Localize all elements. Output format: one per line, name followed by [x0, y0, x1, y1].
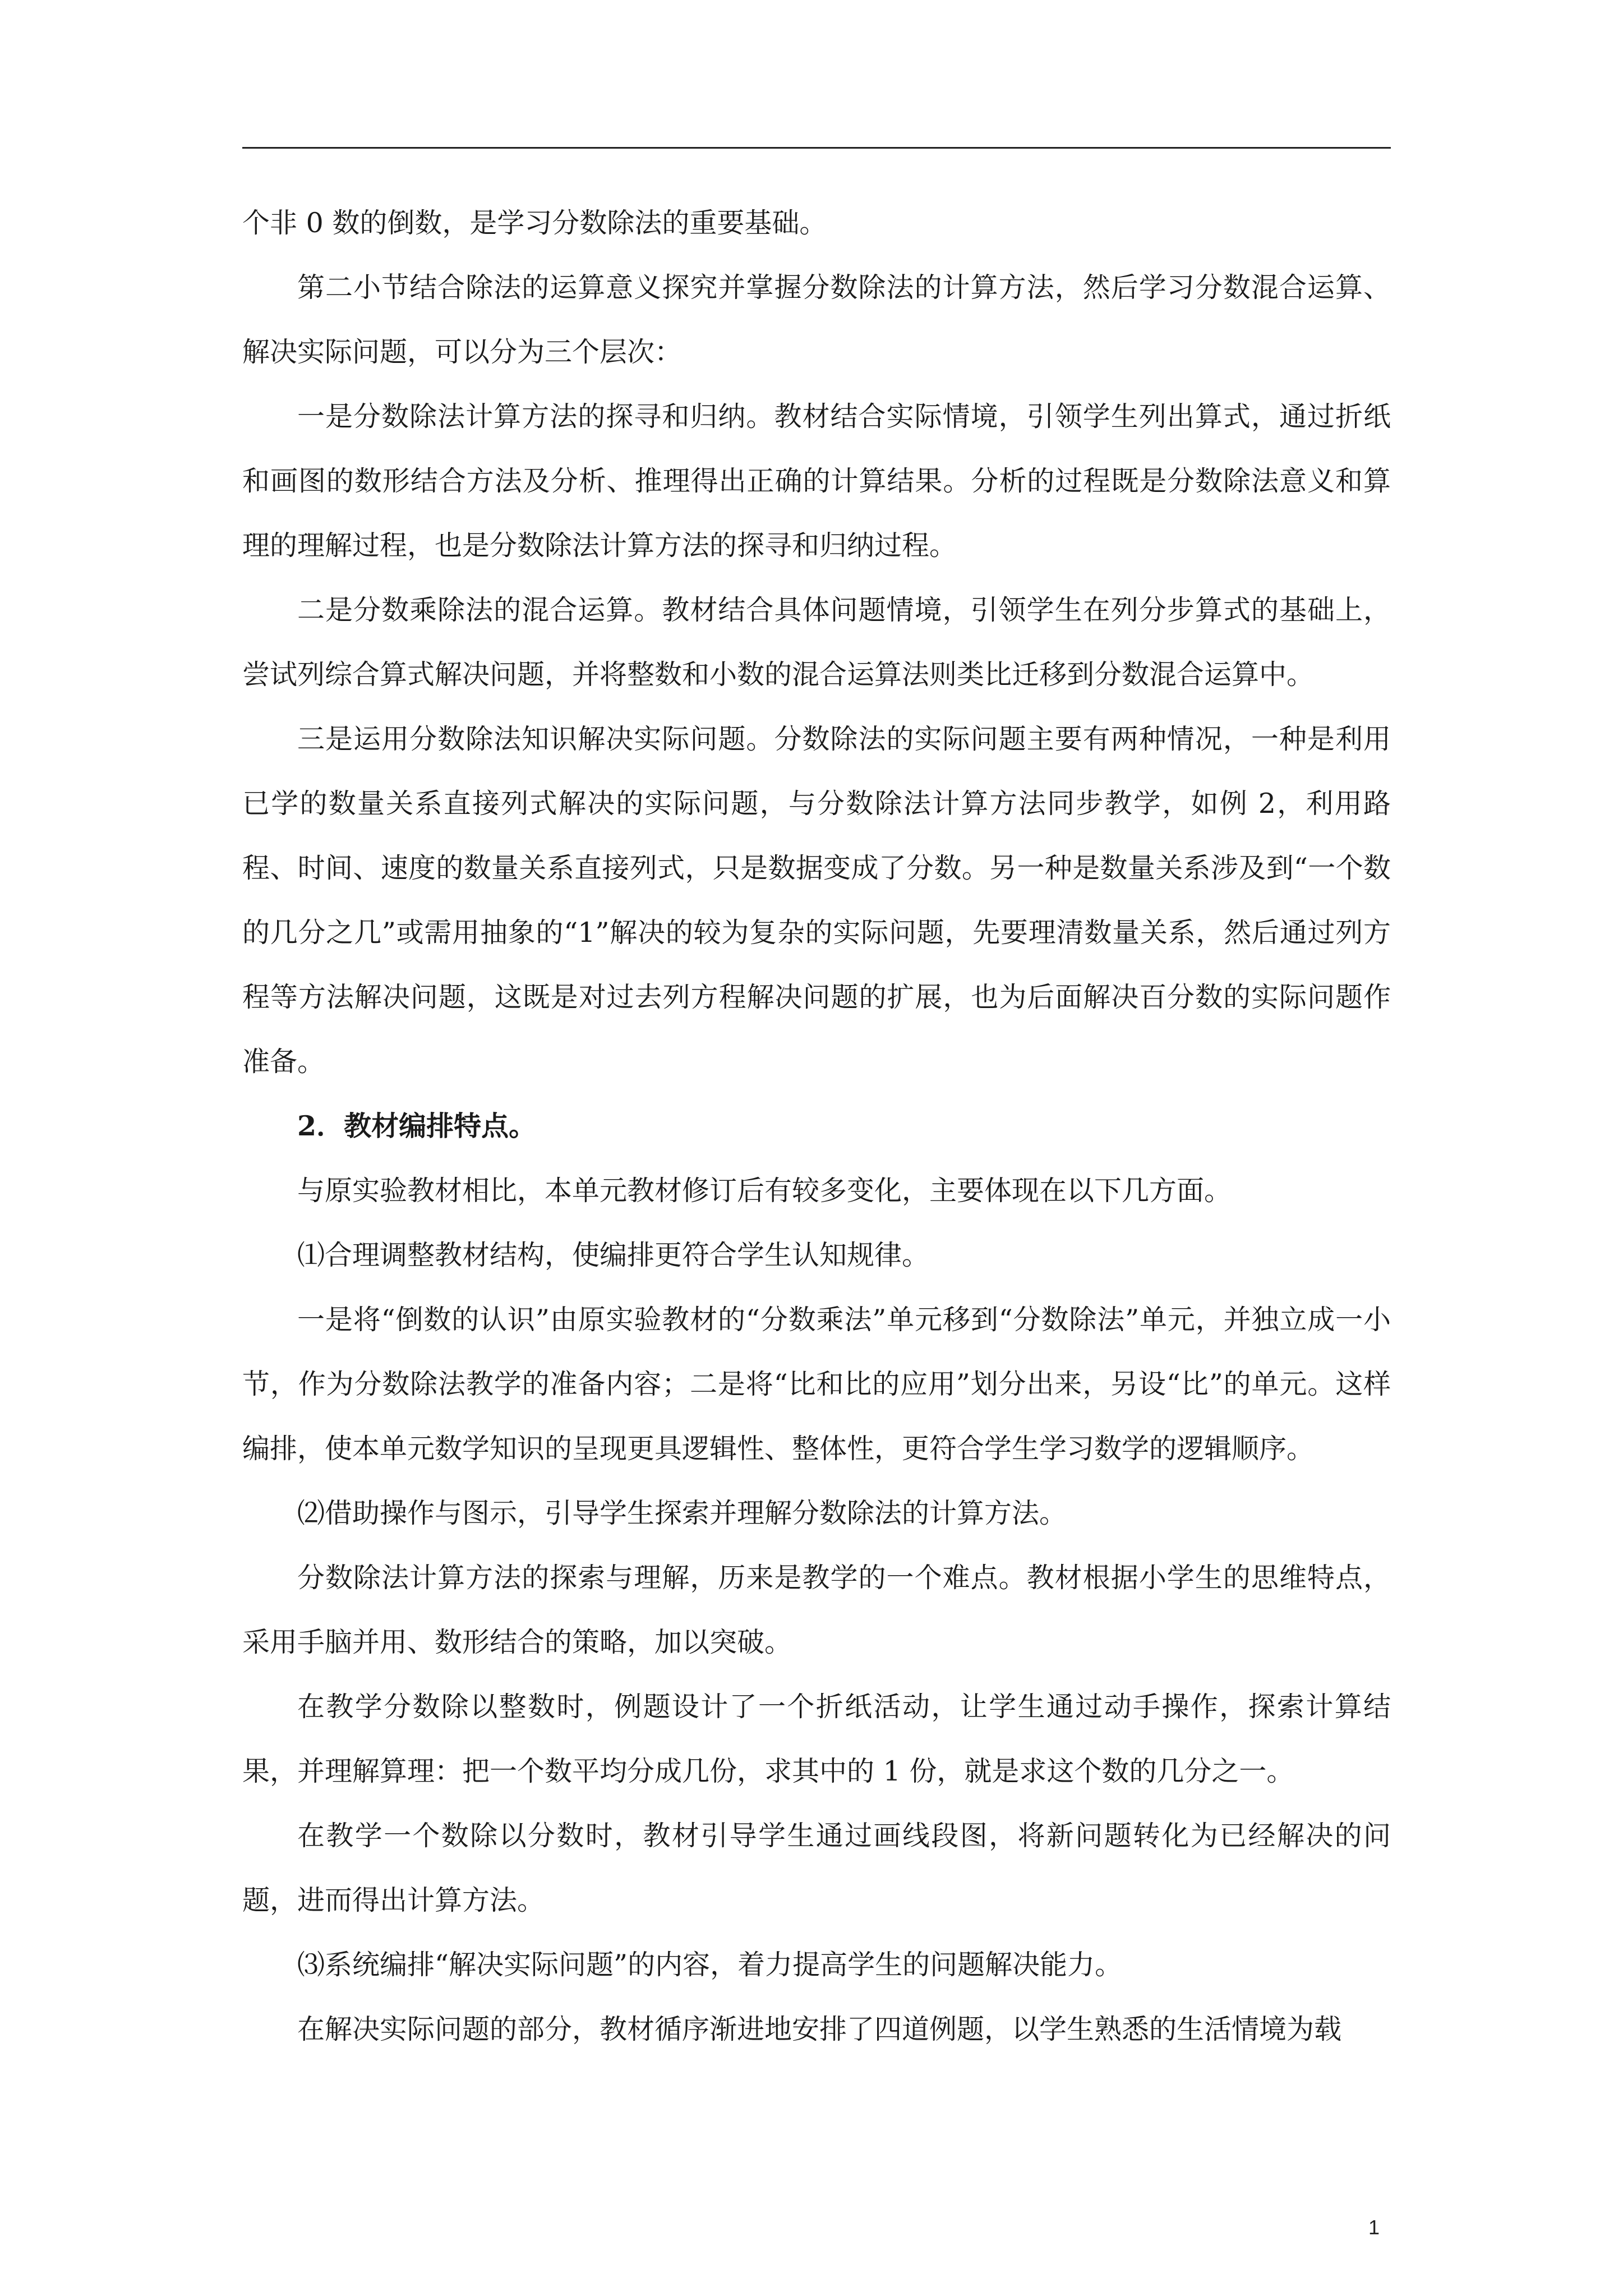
list-item-heading: ⑴合理调整教材结构，使编排更符合学生认知规律。 [297, 1239, 930, 1271]
header-rule [242, 147, 1391, 149]
paragraph: 三是运用分数除法知识解决实际问题。分数除法的实际问题主要有两种情况，一种是利用已学的数量关系直接列式解决的实际问题，与分数除法计算方法同步教学，如例 2，利用路程、时间、速度的数量关系直接列式，只是数据变成了分数。另一种是数量关系涉及到“一个数的几分之几”或需用抽象的“1”解决的较为复杂的实际问题，先要理清数量关系，然后通过列方程等方法解决问题，这既是对过去列方程解决问题的扩展，也为后面解决百分数的实际问题作准备。 [242, 723, 1391, 1078]
list-item-heading: ⑵借助操作与图示，引导学生探索并理解分数除法的计算方法。 [297, 1497, 1067, 1529]
page-number: 1 [1368, 2216, 1380, 2239]
paragraph: 一是将“倒数的认识”由原实验教材的“分数乘法”单元移到“分数除法”单元，并独立成一小节，作为分数除法教学的准备内容；二是将“比和比的应用”划分出来，另设“比”的单元。这样编排，使本单元数学知识的呈现更具逻辑性、整体性，更符合学生学习数学的逻辑顺序。 [242, 1304, 1391, 1465]
list-item-heading: ⑶系统编排“解决实际问题”的内容，着力提高学生的问题解决能力。 [297, 1949, 1123, 1981]
paragraph: 二是分数乘除法的混合运算。教材结合具体问题情境，引领学生在列分步算式的基础上，尝试列综合算式解决问题，并将整数和小数的混合运算法则类比迁移到分数混合运算中。 [242, 594, 1391, 691]
section-heading: 2．教材编排特点。 [297, 1110, 537, 1142]
paragraph: 分数除法计算方法的探索与理解，历来是教学的一个难点。教材根据小学生的思维特点，采用手脑并用、数形结合的策略，加以突破。 [242, 1562, 1391, 1658]
paragraph: 个非 0 数的倒数，是学习分数除法的重要基础。 [242, 207, 827, 239]
paragraph: 第二小节结合除法的运算意义探究并掌握分数除法的计算方法，然后学习分数混合运算、解决实际问题，可以分为三个层次： [242, 272, 1391, 368]
paragraph: 一是分数除法计算方法的探寻和归纳。教材结合实际情境，引领学生列出算式，通过折纸和画图的数形结合方法及分析、推理得出正确的计算结果。分析的过程既是分数除法意义和算理的理解过程，也是分数除法计算方法的探寻和归纳过程。 [242, 401, 1391, 562]
paragraph: 在教学分数除以整数时，例题设计了一个折纸活动，让学生通过动手操作，探索计算结果，并理解算理：把一个数平均分成几份，求其中的 1 份，就是求这个数的几分之一。 [242, 1691, 1391, 1787]
document-body [242, 191, 1391, 2062]
paragraph: 在教学一个数除以分数时，教材引导学生通过画线段图，将新问题转化为已经解决的问题，进而得出计算方法。 [242, 1820, 1391, 1916]
paragraph: 在解决实际问题的部分，教材循序渐进地安排了四道例题，以学生熟悉的生活情境为载 [297, 2013, 1342, 2045]
paragraph: 与原实验教材相比，本单元教材修订后有较多变化，主要体现在以下几方面。 [297, 1175, 1232, 1207]
